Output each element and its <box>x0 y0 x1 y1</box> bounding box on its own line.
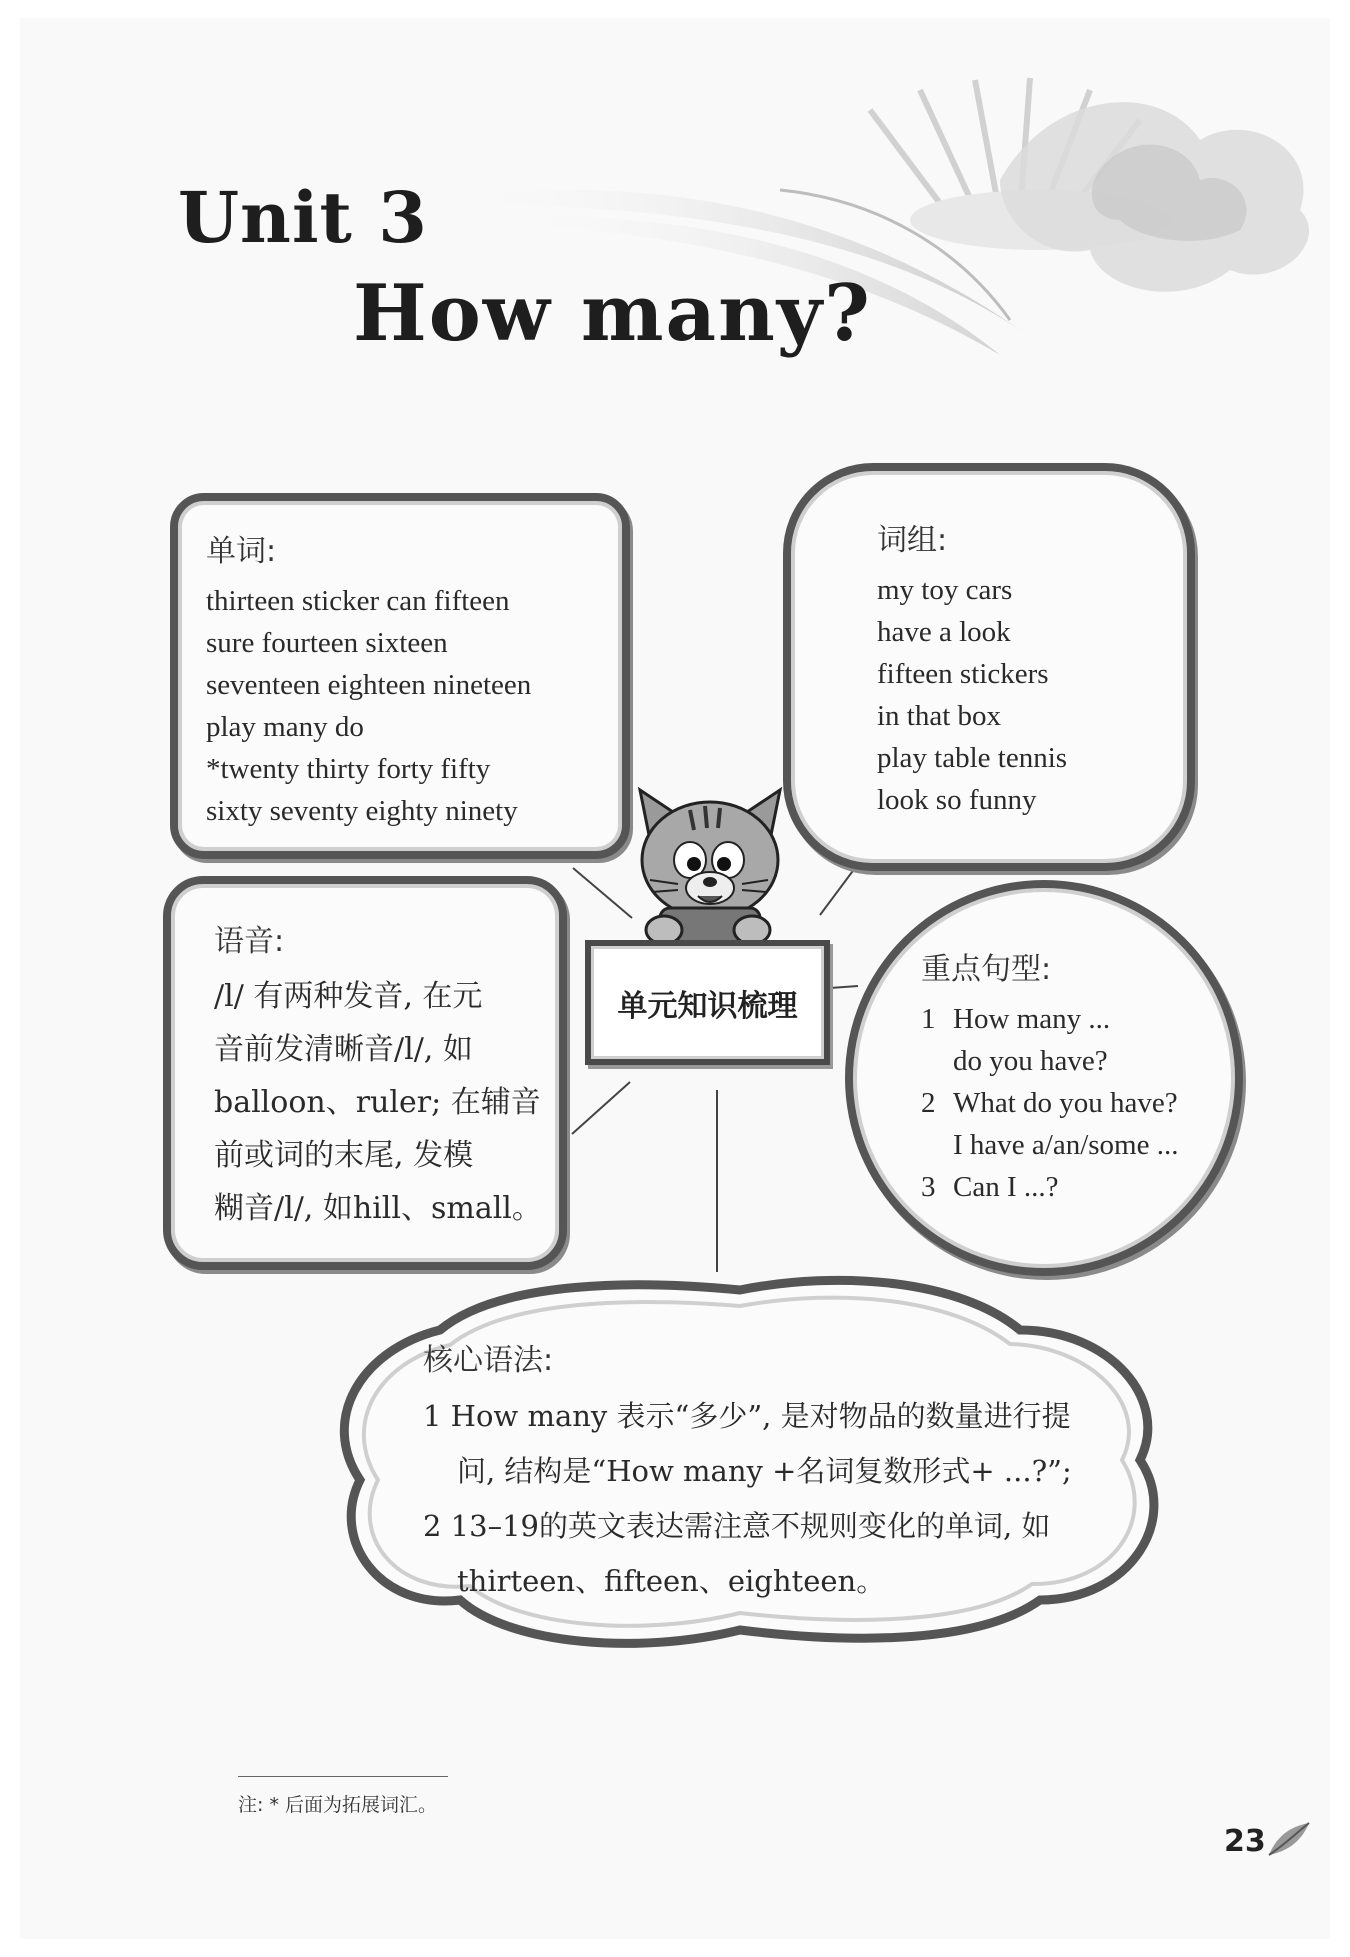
grammar-line: 问, 结构是“How many +名词复数形式+ ...?”; <box>457 1454 1072 1488</box>
phrases-header: 词组: <box>877 523 948 558</box>
sentence-number: 1 <box>921 1003 936 1035</box>
page-title: How many? <box>353 268 872 359</box>
phrase-line: have a look <box>877 616 1011 648</box>
phrases-content <box>877 515 1067 821</box>
unit-label: Unit 3 <box>178 176 428 259</box>
phrase-line: fifteen stickers <box>877 658 1049 690</box>
sentence-item <box>921 998 1178 1040</box>
leaf-icon <box>1264 1820 1314 1860</box>
vocabulary-line: sure fourteen sixteen <box>206 627 448 659</box>
phonics-line: 糊音/l/, 如hill、small。 <box>214 1191 542 1226</box>
vocabulary-header: 单词: <box>206 534 277 569</box>
sentence-item <box>921 1082 1178 1124</box>
sentence-text: How many ... <box>953 1003 1111 1035</box>
phrase-line: my toy cars <box>877 574 1013 606</box>
phonics-header: 语音: <box>214 924 285 959</box>
grammar-header: 核心语法: <box>423 1343 554 1378</box>
sentence-number: 2 <box>921 1087 936 1119</box>
footnote-divider <box>238 1776 448 1777</box>
phonics-line: /l/ 有两种发音, 在元 <box>214 979 483 1014</box>
sentence-number: 3 <box>921 1171 936 1203</box>
grammar-line: 1 How many 表示“多少”, 是对物品的数量进行提 <box>423 1399 1071 1433</box>
sentences-content <box>921 944 1178 1208</box>
phrase-line: in that box <box>877 700 1002 732</box>
cat-mascot-icon <box>630 780 790 950</box>
vocabulary-line: *twenty thirty forty fifty <box>206 753 491 785</box>
sentence-item-cont: I have a/an/some ... <box>953 1129 1179 1161</box>
sentences-header: 重点句型: <box>921 952 1052 987</box>
sentence-text: What do you have? <box>953 1087 1178 1119</box>
grammar-line: thirteen、fifteen、eighteen。 <box>457 1564 886 1598</box>
vocabulary-line: play many do <box>206 711 364 743</box>
sentence-item <box>921 1166 1178 1208</box>
phonics-line: balloon、ruler; 在辅音 <box>214 1085 541 1120</box>
phrase-line: look so funny <box>877 784 1037 816</box>
grammar-content <box>423 1335 1072 1609</box>
grammar-line: 2 13–19的英文表达需注意不规则变化的单词, 如 <box>423 1509 1051 1543</box>
sentence-text: Can I ...? <box>953 1171 1059 1203</box>
sentence-item-cont: do you have? <box>953 1045 1108 1077</box>
vocabulary-line: seventeen eighteen nineteen <box>206 669 532 701</box>
phrase-line: play table tennis <box>877 742 1068 774</box>
phonics-line: 音前发清晰音/l/, 如 <box>214 1032 473 1067</box>
vocabulary-line: sixty seventy eighty ninety <box>206 795 518 827</box>
vocabulary-content <box>206 526 531 832</box>
phonics-content <box>214 916 542 1235</box>
vocabulary-line: thirteen sticker can fifteen <box>206 585 510 617</box>
page-number: 23 <box>1224 1824 1266 1859</box>
footnote: 注: * 后面为拓展词汇。 <box>238 1794 437 1816</box>
phonics-line: 前或词的末尾, 发模 <box>214 1138 474 1173</box>
center-topic-box: 单元知识梳理 <box>585 940 830 1065</box>
